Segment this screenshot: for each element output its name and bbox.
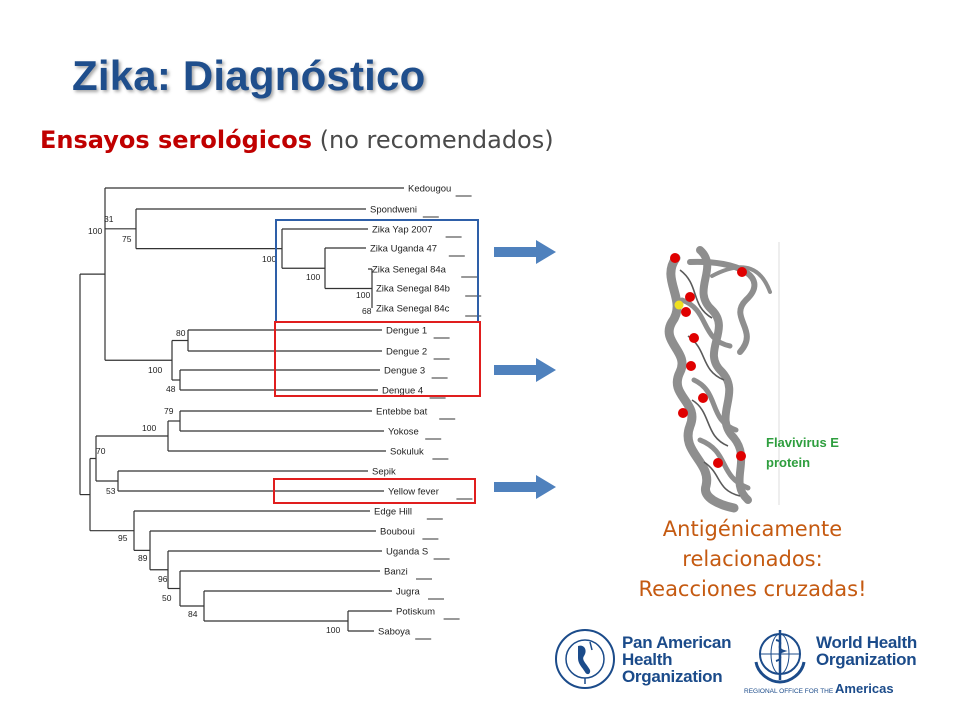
tree-leaf-label: Dengue 4 <box>382 385 424 397</box>
tree-leaf-label: Kedougou <box>408 183 452 195</box>
bootstrap-value: 75 <box>122 234 132 244</box>
residue-marker <box>685 292 695 302</box>
protein-label-line2: protein <box>766 455 811 470</box>
note-line3: Reacciones cruzadas! <box>638 577 867 601</box>
residue-marker <box>737 267 747 277</box>
bootstrap-value: 68 <box>362 306 372 316</box>
bootstrap-value: 53 <box>106 486 116 496</box>
bootstrap-value: 50 <box>162 593 172 603</box>
bootstrap-value: 100 <box>306 272 321 282</box>
tree-leaf-label: Yokose <box>388 426 419 438</box>
bootstrap-value: 100 <box>148 365 163 375</box>
who-name-line2: Organization <box>816 650 917 669</box>
bootstrap-value: 79 <box>164 406 174 416</box>
tree-leaf-label: Zika Uganda 47 <box>370 243 438 255</box>
tree-leaf-label: Saboya <box>378 626 411 638</box>
tree-leaf-label: Banzi <box>384 566 408 578</box>
tree-leaf-label: Dengue 1 <box>386 325 428 337</box>
residue-marker <box>686 361 696 371</box>
tree-leaf-label: Dengue 3 <box>384 365 426 377</box>
residue-marker <box>689 333 699 343</box>
subtitle-strong: Ensayos serológicos <box>40 126 313 154</box>
tree-leaf-label: Sepik <box>372 466 396 478</box>
cross-reaction-note <box>600 514 905 604</box>
arrow-icon <box>494 358 556 382</box>
note-line2: relacionados: <box>682 547 823 571</box>
bootstrap-value: 100 <box>356 290 371 300</box>
bootstrap-value: 70 <box>96 446 106 456</box>
residue-marker <box>698 393 708 403</box>
bootstrap-value: 89 <box>138 553 148 563</box>
paho-name-line2: Health <box>622 650 673 669</box>
tree-leaf-label: Yellow fever <box>388 486 439 498</box>
paho-seal-icon <box>554 628 616 690</box>
bootstrap-value: 96 <box>158 574 168 584</box>
tree-leaf-label: Jugra <box>396 586 420 598</box>
slide-title: Zika: Diagnóstico <box>72 52 426 99</box>
bootstrap-value: 100 <box>326 625 341 635</box>
flavivirus-e-protein-image <box>669 242 839 508</box>
bootstrap-value: 95 <box>118 533 128 543</box>
tree-leaf-label: Zika Senegal 84c <box>376 303 450 315</box>
who-regional-office <box>744 681 894 696</box>
protein-label-line1: Flavivirus E <box>766 435 839 450</box>
tree-leaf-label: Bouboui <box>380 526 415 538</box>
who-sub-text: REGIONAL OFFICE FOR THE <box>744 688 834 695</box>
tree-leaf-label: Edge Hill <box>374 506 413 518</box>
tree-leaf-label: Zika Senegal 84b <box>376 283 450 295</box>
arrow-icon <box>494 240 556 264</box>
tree-leaf-label: Entebbe bat <box>376 406 428 418</box>
residue-marker <box>670 253 680 263</box>
who-emblem-icon <box>748 626 812 686</box>
paho-name-line3: Organization <box>622 667 723 686</box>
bootstrap-value: 31 <box>104 214 114 224</box>
paho-name-line1: Pan American <box>622 633 732 652</box>
tree-leaf-label: Dengue 2 <box>386 346 428 358</box>
tree-leaf-label: Potiskum <box>396 606 436 618</box>
logo-strip <box>548 626 920 696</box>
who-logo <box>816 634 917 668</box>
residue-marker <box>736 451 746 461</box>
tree-leaf-label: Uganda S <box>386 546 429 558</box>
subtitle-rest: (no recomendados) <box>319 126 554 154</box>
bootstrap-value: 48 <box>166 384 176 394</box>
tree-leaf-label: Spondweni <box>370 204 418 216</box>
paho-logo <box>622 634 731 685</box>
residue-marker <box>713 458 723 468</box>
tree-leaf-label: Zika Yap 2007 <box>372 224 433 236</box>
bootstrap-value: 100 <box>88 226 103 236</box>
tree-leaf-label: Zika Senegal 84a <box>372 264 446 276</box>
who-name-line1: World Health <box>816 633 917 652</box>
residue-marker <box>678 408 688 418</box>
tree-leaf-label: Sokuluk <box>390 446 424 458</box>
arrow-icon <box>494 475 556 499</box>
bootstrap-value: 84 <box>188 609 198 619</box>
note-line1: Antigénicamente <box>662 517 843 541</box>
bootstrap-value: 100 <box>142 423 157 433</box>
who-sub-bold: Americas <box>835 681 894 696</box>
bootstrap-value: 100 <box>262 254 277 264</box>
bootstrap-value: 80 <box>176 328 186 338</box>
residue-marker <box>681 307 691 317</box>
